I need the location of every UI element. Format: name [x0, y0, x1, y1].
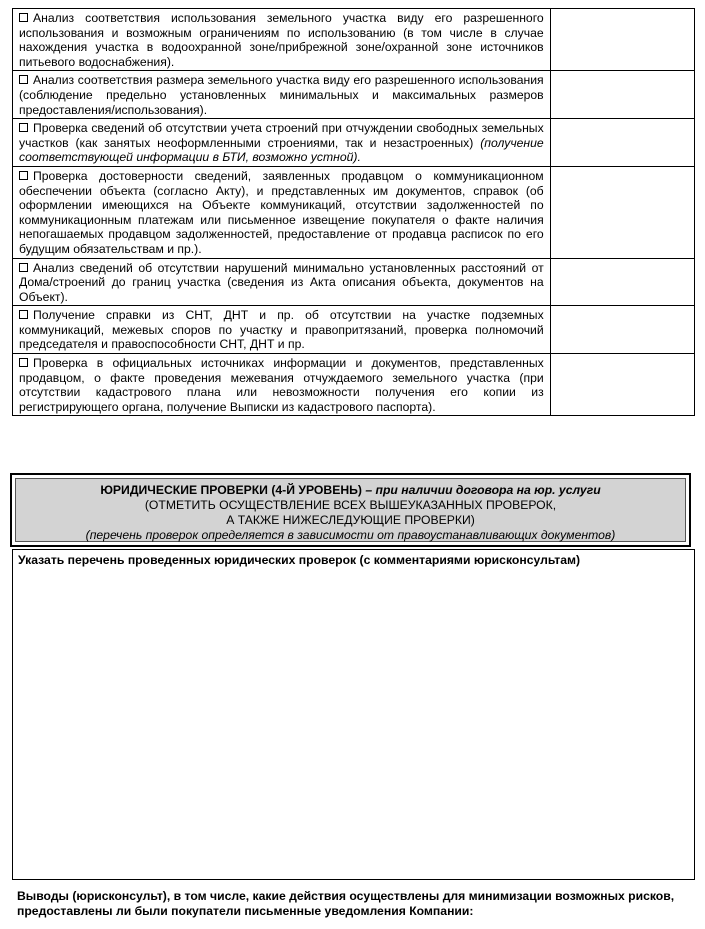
checklist-item-text: Получение справки из СНТ, ДНТ и пр. об отсутствии на участке подземных коммуникаций, межевых споров по участку и правопритязаний, проверка полномочий председателя и правоспособности СНТ, ДНТ и пр. — [19, 308, 544, 352]
conclusion-heading: Выводы (юрисконсульт), в том числе, какие действия осуществлены для минимизации возможных рисков, предоставлены ли были покупатели письменные уведомления Компании: — [17, 889, 675, 918]
banner-line-4: (перечень проверок определяется в зависимости от правоустанавливающих документов) — [85, 528, 616, 542]
checklist-item-text: Анализ сведений об отсутствии нарушений минимально установленных расстояний от Дома/строений до границ участка (сведения из Акта описания объекта, документов на Объект). — [19, 260, 544, 304]
checklist-mark-cell[interactable] — [550, 119, 694, 167]
checklist-table — [12, 8, 695, 416]
checkbox-icon[interactable] — [19, 358, 28, 367]
legal-checks-heading: Указать перечень проведенных юридических проверок (с комментариями юрисконсультам) — [18, 553, 581, 567]
checkbox-icon[interactable] — [19, 171, 28, 180]
checklist-item — [13, 9, 551, 71]
banner-title-italic: – при наличии договора на юр. услуги — [361, 483, 601, 497]
checklist-item — [13, 306, 551, 354]
checklist-row — [13, 306, 695, 354]
checklist-item — [13, 119, 551, 167]
banner-line-2: (ОТМЕТИТЬ ОСУЩЕСТВЛЕНИЕ ВСЕХ ВЫШЕУКАЗАННЫХ ПРОВЕРОК, — [144, 498, 557, 512]
legal-checks-box[interactable] — [12, 549, 695, 880]
checkbox-icon[interactable] — [19, 310, 28, 319]
checklist-row — [13, 166, 695, 258]
checklist-mark-cell[interactable] — [550, 306, 694, 354]
checkbox-icon[interactable] — [19, 263, 28, 272]
checklist-item — [13, 258, 551, 306]
checklist-row — [13, 9, 695, 71]
checklist-item-text: Анализ соответствия использования земельного участка виду его разрешенного использования и возможным ограничениям по использованию (в том числе в случае нахождения участка в водоохранной зоне/прибрежной зоне/охранной зоне источников питьевого водоснабжения). — [19, 11, 544, 69]
banner-title-bold: ЮРИДИЧЕСКИЕ ПРОВЕРКИ (4-Й УРОВЕНЬ) — [100, 483, 362, 497]
checklist-item-text: Проверка в официальных источниках информации и документов, представленных продавцом, о факте проведения межевания отчуждаемого земельного участка (при отсутствии кадастрового плана или невозможности получения его копии из регистрирующего органа, получение Выписки из кадастрового паспорта). — [19, 356, 544, 414]
checklist-mark-cell[interactable] — [550, 9, 694, 71]
checklist-item — [13, 166, 551, 258]
checkbox-icon[interactable] — [19, 75, 28, 84]
checkbox-icon[interactable] — [19, 13, 28, 22]
checklist-item-text: Анализ соответствия размера земельного участка виду его разрешенного использования (соблюдение предельно установленных минимальных и максимальных размеров предоставления/использования). — [19, 73, 544, 117]
checklist-mark-cell[interactable] — [550, 166, 694, 258]
checklist-mark-cell[interactable] — [550, 258, 694, 306]
checklist-row — [13, 258, 695, 306]
checkbox-icon[interactable] — [19, 123, 28, 132]
banner-line-3: А ТАКЖЕ НИЖЕСЛЕДУЮЩИЕ ПРОВЕРКИ) — [226, 513, 475, 527]
checklist-item — [13, 354, 551, 416]
legal-checks-banner — [10, 473, 691, 547]
checklist-item-text: Проверка сведений об отсутствии учета строений при отчуждении свободных земельных участков (как занятых неоформленными строениями, так и незастроенных) — [19, 121, 544, 150]
checklist-mark-cell[interactable] — [550, 354, 694, 416]
checklist-item — [13, 71, 551, 119]
checklist-mark-cell[interactable] — [550, 71, 694, 119]
legal-checks-banner-inner — [15, 478, 686, 542]
checklist-item-note: (получение соответствующей информации в БТИ, возможно устной). — [19, 135, 544, 165]
checklist-row — [13, 71, 695, 119]
banner-title — [16, 483, 685, 498]
checklist-item-text: Проверка достоверности сведений, заявленных продавцом о коммуникационном обеспечении объекта (согласно Акту), и представленных им документов, справок (об оформлении имеющихся на Объекте коммуникаций, отсутствии задолженностей по коммуникационным платежам или письменное извещение покупателя о факте наличия непогашаемых продавцом задолженностей, предоставление от продавца расписок по его будущим обязательствам и пр.). — [19, 168, 544, 256]
checklist-row — [13, 119, 695, 167]
checklist-row — [13, 354, 695, 416]
